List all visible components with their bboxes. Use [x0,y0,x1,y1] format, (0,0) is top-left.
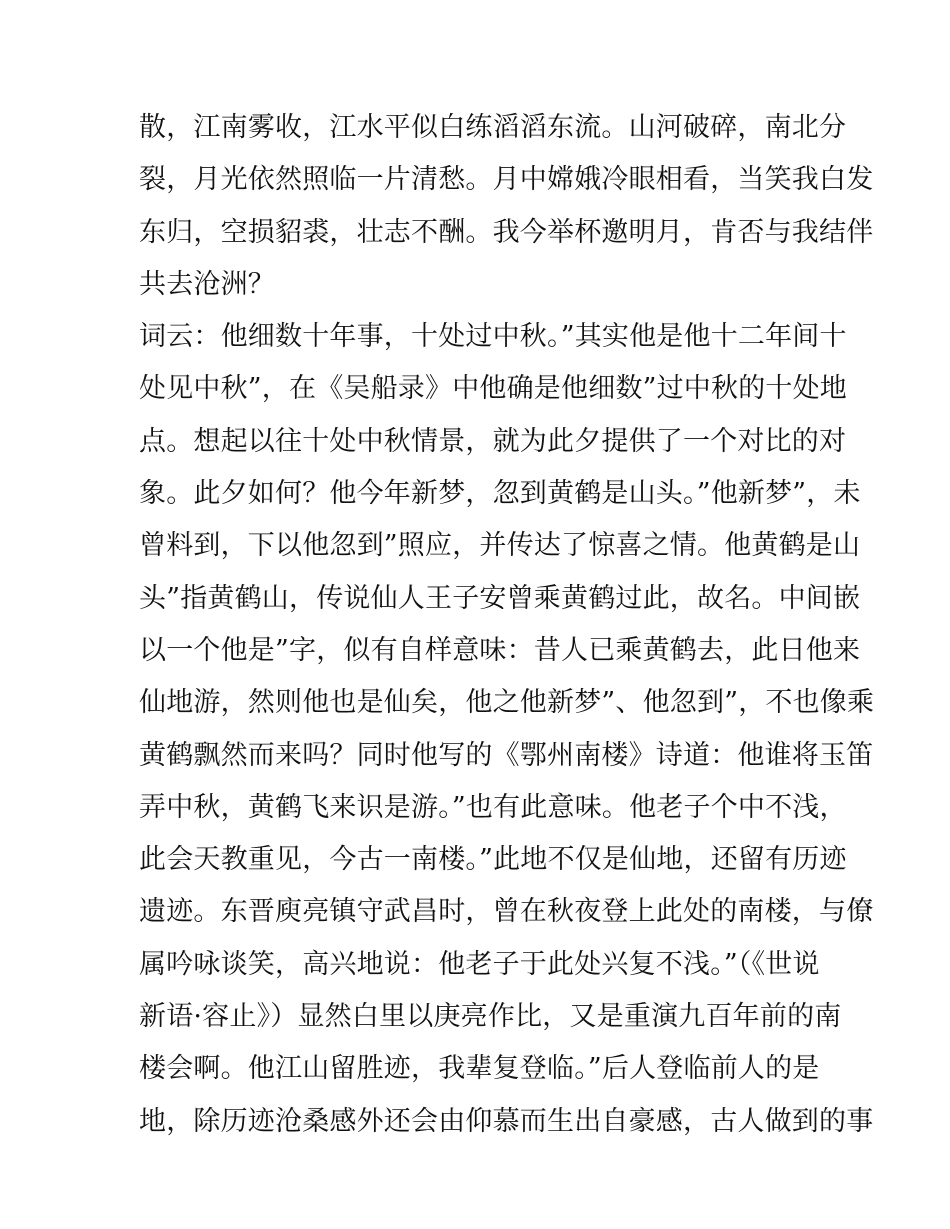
text-line: 楼会啊。他江山留胜迹，我辈复登临。”后人登临前人的是 [139,1053,820,1085]
text-line: 弄中秋，黄鹤飞来识是游。”也有此意味。他老子个中不浅， [139,791,847,823]
text-line: 遗迹。东晋庾亮镇守武昌时，曾在秋夜登上此处的南楼，与僚 [139,896,874,928]
text-line: 新语·容止》）显然白里以庚亮作比，又是重演九百年前的南 [139,1001,842,1033]
text-line: 此会天教重见，今古一南楼。”此地不仅是仙地，还留有历迹 [139,844,847,876]
text-line: 属吟咏谈笑，高兴地说：他老子于此处兴复不浅。”（《世说 [139,948,820,980]
text-line: 点。想起以往十处中秋情景，就为此夕提供了一个对比的对 [139,425,847,457]
text-line: 处见中秋”，在《吴船录》中他确是他细数”过中秋的十处地 [139,373,848,405]
text-line: 共去沧洲？ [139,268,275,300]
text-line: 散，江南雾收，江水平似白练滔滔东流。山河破碎，南北分 [139,112,847,143]
text-line: 象。此夕如何？他今年新梦，忽到黄鹤是山头。”他新梦”，未 [139,478,861,510]
text-line: 仙地游，然则他也是仙矣，他之他新梦”、他忽到”，不也像乘 [139,687,875,719]
text-line: 曾料到，下以他忽到”照应，并传达了惊喜之情。他黄鹤是山 [139,530,861,562]
text-line: 以一个他是”字，似有自样意味：昔人已乘黄鹤去，此日他来 [139,634,861,666]
text-line: 头”指黄鹤山，传说仙人王子安曾乘黄鹤过此，故名。中间嵌 [139,582,861,614]
text-body [139,102,875,1148]
text-line: 裂，月光依然照临一片清愁。月中嫦娥冷眼相看，当笑我白发 [139,164,874,196]
text-line: 东归，空损貂裘，壮志不酬。我今举杯邀明月，肯否与我结伴 [139,216,874,248]
text-line: 地，除历迹沧桑感外还会由仰慕而生出自豪感，古人做到的事 [139,1105,874,1137]
text-line: 黄鹤飘然而来吗？同时他写的《鄂州南楼》诗道：他谁将玉笛 [139,739,874,771]
text-line: 词云：他细数十年事，十处过中秋。”其实他是他十二年间十 [139,321,847,353]
